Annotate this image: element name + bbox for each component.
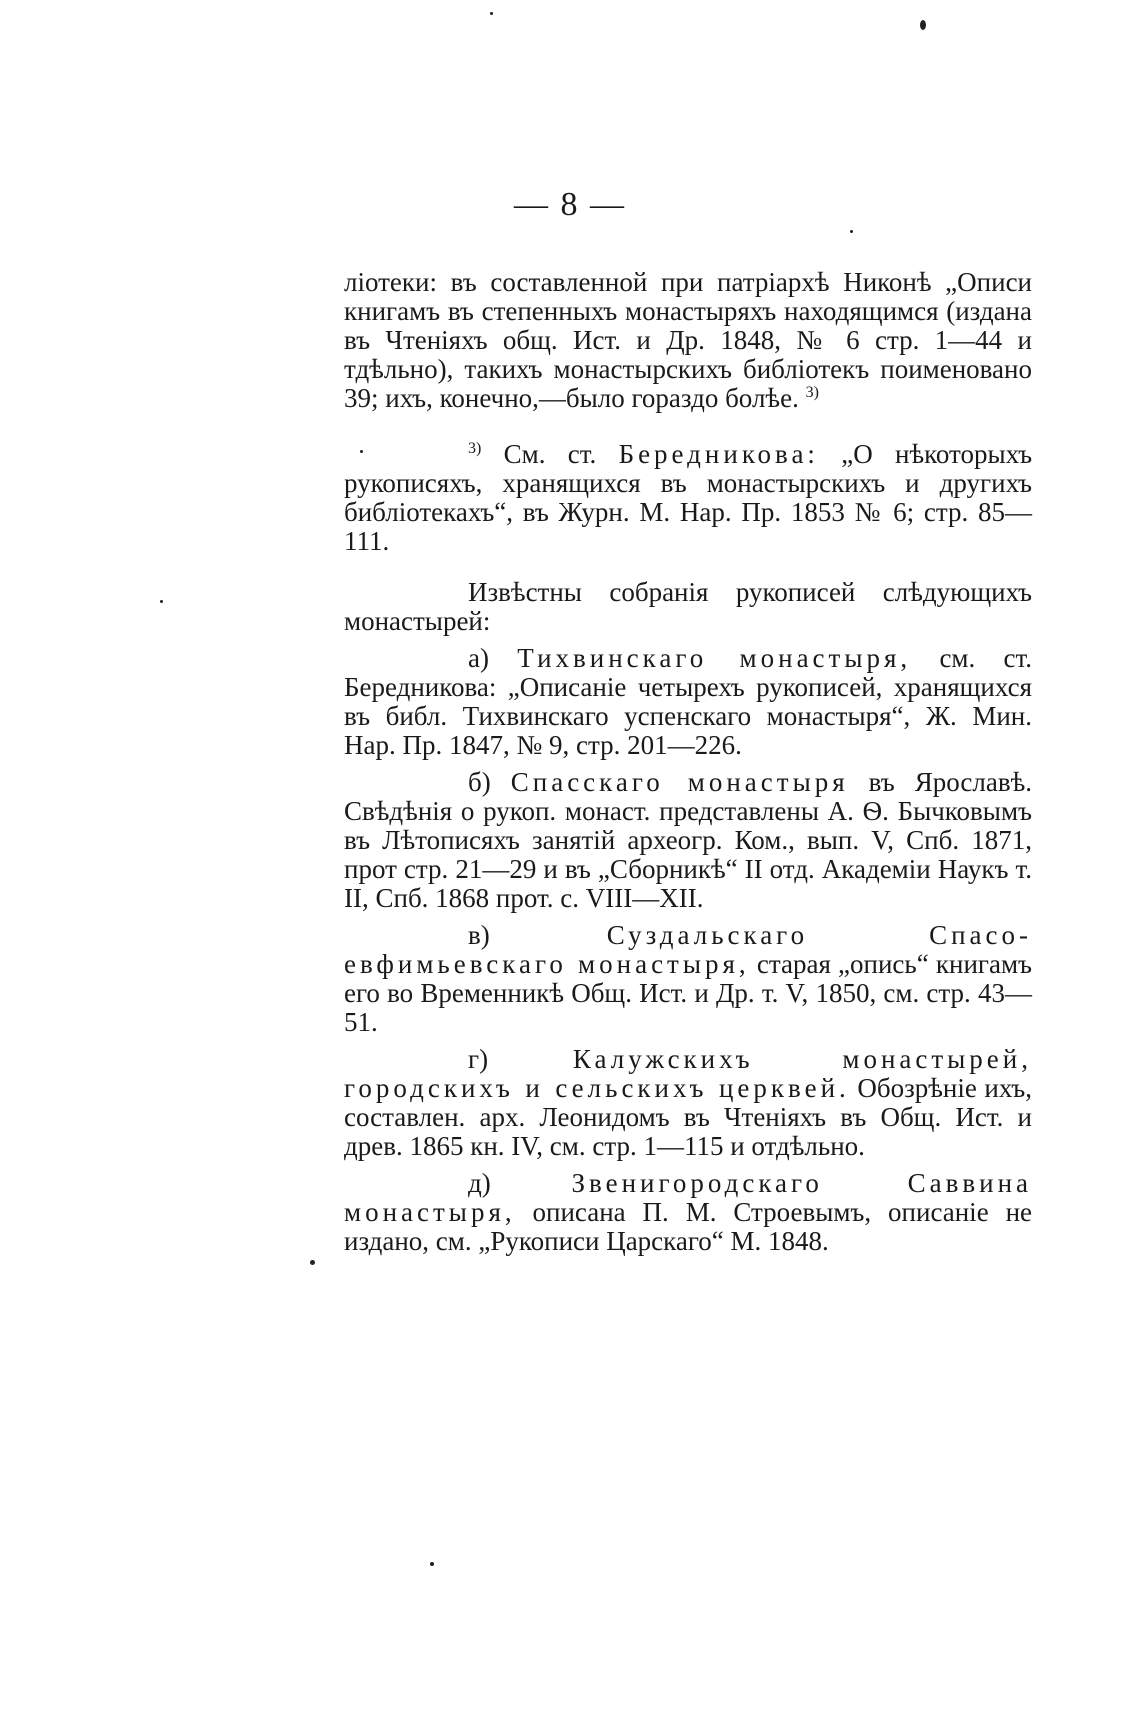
list-item (344, 921, 1032, 1037)
item-name: Тихвинскаго монастыря, (517, 643, 912, 673)
footnote-reference: 3) (805, 384, 819, 401)
main-paragraph (344, 268, 1032, 413)
item-letter: а) (468, 643, 489, 673)
item-letter: в) (468, 920, 490, 950)
item-text: описана П. М. Строевымъ, описаніе не издано, см. „Рукописи Царскаго“ М. 1848. (344, 1197, 1033, 1256)
list-item (344, 768, 1032, 913)
item-letter: д) (468, 1168, 491, 1198)
footnote-lead: См. ст. (503, 439, 597, 469)
footnote-author: Бередникова: (618, 439, 819, 469)
item-name: Звенигородскаго Саввина монастыря, (344, 1168, 1033, 1227)
item-name: Калужскихъ монастырей, городскихъ и сельскихъ церквей. (344, 1044, 1032, 1103)
scan-speck (490, 12, 493, 15)
footnote (344, 440, 1032, 556)
scan-speck (430, 1562, 434, 1566)
list-item (344, 644, 1032, 760)
item-name: Суздальскаго Спасо-евфимьевскаго монастыря, (344, 920, 1032, 979)
scan-speck (160, 600, 163, 603)
monastery-list (344, 578, 1032, 1264)
footnote-text: „О нѣкоторыхъ рукописяхъ, хранящихся въ монастырскихъ и другихъ библіотекахъ“, въ Журн. М. Нар. Пр. 1853 № 6; стр. 85—111. (344, 439, 1033, 556)
item-text: старая „опись“ книгамъ его во Временникѣ Общ. Ист. и Др. т. V, 1850, см. стр. 43—51. (344, 949, 1033, 1037)
item-letter: б) (468, 767, 491, 797)
list-item (344, 1169, 1032, 1256)
footnote-mark: 3) (468, 440, 482, 457)
page-number: — 8 — (514, 186, 626, 223)
item-text: Обозрѣніе ихъ, составлен. арх. Леонидомъ въ Чтеніяхъ въ Общ. Ист. и древ. 1865 кн. IV, см. стр. 1—115 и отдѣльно. (344, 1073, 1033, 1161)
scan-speck (920, 20, 926, 30)
scan-speck (310, 1260, 315, 1265)
scan-speck (360, 450, 363, 453)
list-item (344, 1045, 1032, 1161)
main-body-text: ліотеки: въ составленной при патріархѣ Никонѣ „Описи книгамъ въ степенныхъ монастыряхъ находящимся (издана въ Чтеніяхъ общ. Ист. и Др. 1848, № 6 стр. 1—44 и тдѣльно), такихъ монастырскихъ библіотекъ поименовано 39; ихъ, конечно,—было гораздо болѣе. (344, 267, 1032, 413)
item-letter: г) (468, 1044, 489, 1074)
item-text: въ Ярославѣ. Свѣдѣнія о рукоп. монаст. представлены А. Ѳ. Бычковымъ въ Лѣтописяхъ занятій археогр. Ком., вып. V, Спб. 1871, прот стр. 21—29 и въ „Сборникѣ“ II отд. Академіи Наукъ т. II, Спб. 1868 прот. с. VIII—XII. (344, 767, 1032, 913)
scan-speck (850, 230, 853, 233)
item-name: Спасскаго монастыря (510, 767, 849, 797)
list-intro: Извѣстны собранія рукописей слѣдующихъ монастырей: (344, 577, 1032, 636)
item-text: см. ст. Бередникова: „Описаніе четырехъ рукописей, хранящихся въ библ. Тихвинскаго успенскаго монастыря“, Ж. Мин. Нар. Пр. 1847, № 9, стр. 201—226. (344, 643, 1033, 760)
